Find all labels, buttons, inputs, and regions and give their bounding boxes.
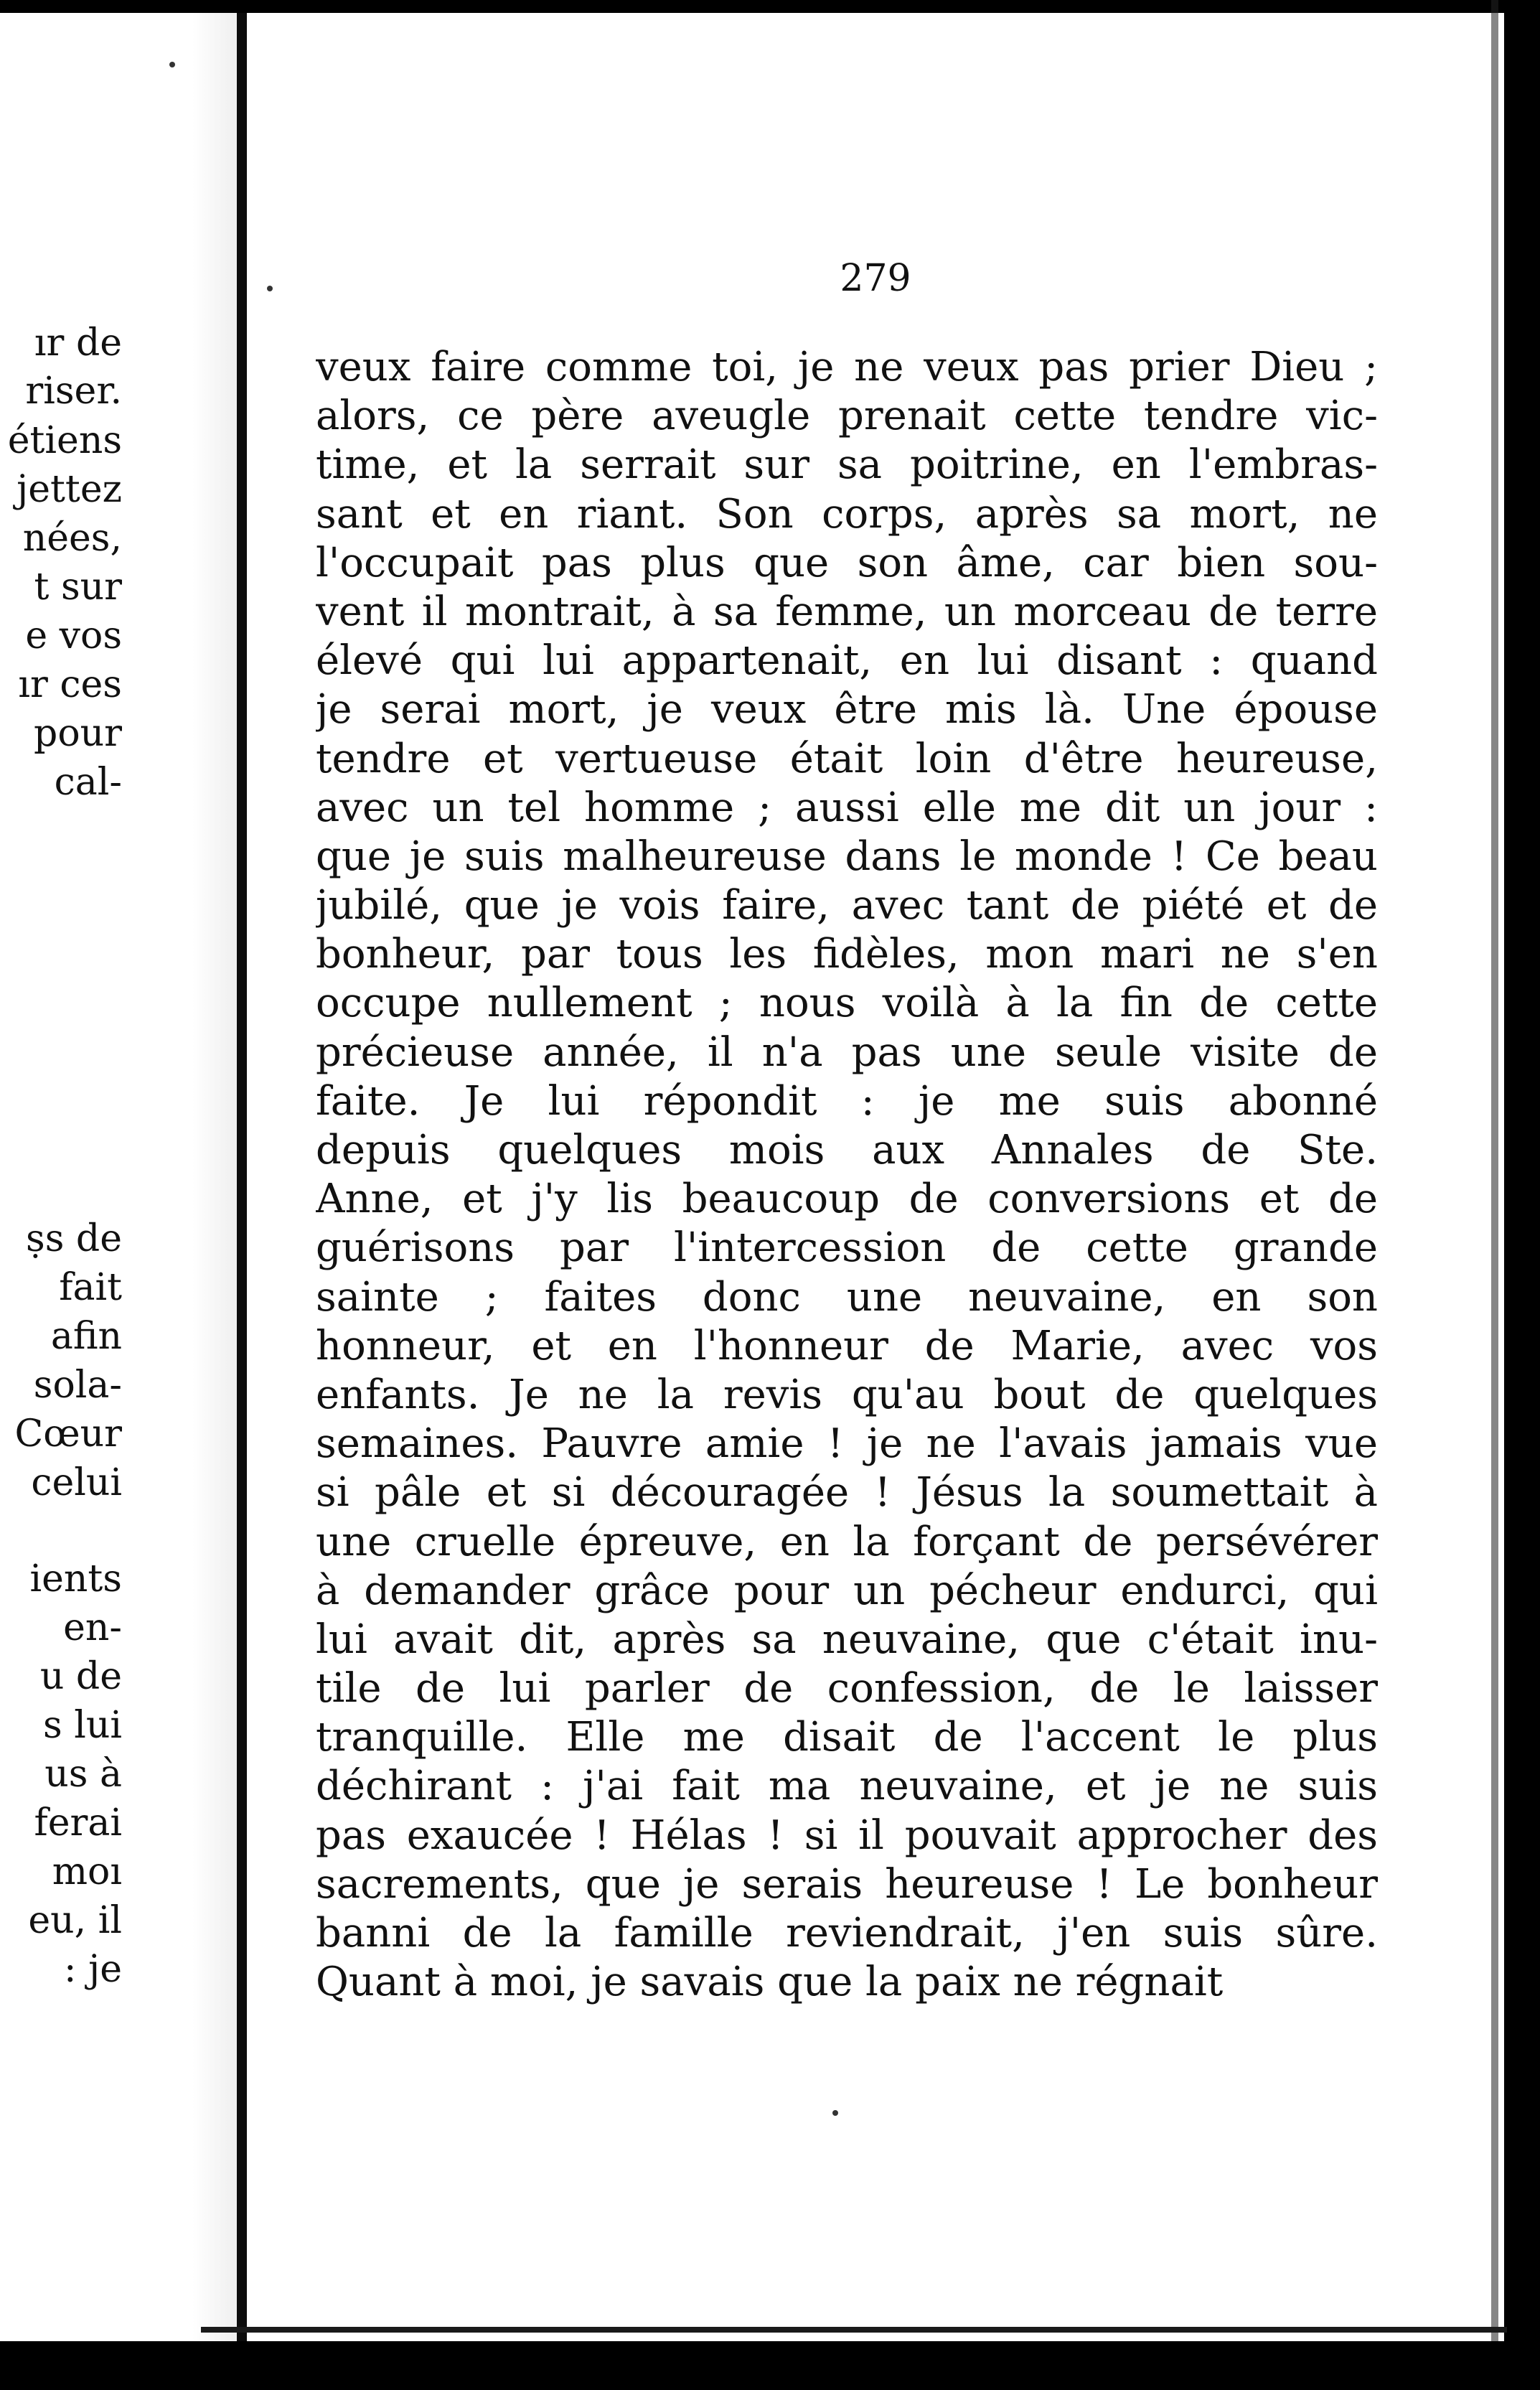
left-fragment: ṣs de (26, 1217, 122, 1260)
text-line: sainte ; faites donc une neuvaine, en son (316, 1273, 1378, 1321)
scan-speck (267, 286, 273, 291)
text-line: vent il montrait, à sa femme, un morceau de terre (316, 588, 1378, 635)
left-fragment: afin (50, 1315, 122, 1358)
text-line: pas exaucée ! Hélas ! si il pouvait approcher des (316, 1812, 1378, 1859)
text-line: élevé qui lui appartenait, en lui disant : quand (316, 637, 1378, 685)
left-fragment: ır ces (18, 663, 122, 706)
left-fragment: celui (31, 1461, 122, 1504)
text-line: si pâle et si découragée ! Jésus la soumettait à (316, 1469, 1378, 1517)
text-line: une cruelle épreuve, en la forçant de persévérer (316, 1518, 1378, 1565)
text-line: jubilé, que je vois faire, avec tant de piété et de (316, 882, 1378, 929)
left-fragment: ferai (34, 1801, 122, 1845)
page-number: 279 (840, 257, 911, 300)
scan-bottom-edge (0, 2341, 1540, 2390)
text-line: tranquille. Elle me disait de l'accent le plus (316, 1714, 1378, 1761)
text-line: honneur, et en l'honneur de Marie, avec vos (316, 1322, 1378, 1369)
text-line: veux faire comme toi, je ne veux pas prier Dieu ; (316, 344, 1378, 390)
text-line: tendre et vertueuse était loin d'être heureuse, (316, 735, 1378, 782)
text-line: sant et en riant. Son corps, après sa mort, ne (316, 490, 1378, 538)
text-line: je serai mort, je veux être mis là. Une épouse (316, 686, 1378, 734)
left-fragment: s lui (43, 1704, 122, 1747)
left-fragment: t sur (34, 566, 122, 609)
text-line: Quant à moi, je savais que la paix ne régnait (316, 1959, 1224, 2006)
page-edge-shadow (1491, 0, 1498, 2341)
left-fragment: u de (39, 1655, 122, 1698)
text-line: sacrements, que je serais heureuse ! Le bonheur (316, 1860, 1378, 1908)
left-fragment: fait (59, 1266, 122, 1309)
text-line: précieuse année, il n'a pas une seule visite de (316, 1028, 1378, 1076)
book-gutter (237, 0, 247, 2341)
left-fragment: jettez (17, 468, 122, 511)
text-line: tile de lui parler de confession, de le laisser (316, 1665, 1378, 1712)
left-fragment: cal- (54, 761, 122, 804)
left-fragment: moı (52, 1850, 122, 1893)
text-line: à demander grâce pour un pécheur endurci, qui (316, 1567, 1378, 1614)
left-fragment: ır de (34, 322, 122, 365)
left-fragment: riser. (25, 370, 122, 413)
left-fragment: eu, il (28, 1899, 122, 1942)
body-text (316, 343, 1378, 2007)
left-fragment: en- (63, 1606, 122, 1649)
left-fragment: e vos (25, 614, 122, 657)
text-line: avec un tel homme ; aussi elle me dit un jour : (316, 784, 1378, 831)
left-fragment: nées, (22, 517, 122, 560)
text-line: Anne, et j'y lis beaucoup de conversions et de (316, 1176, 1378, 1223)
text-line: lui avait dit, après sa neuvaine, que c'était inu- (316, 1616, 1378, 1663)
text-line: occupe nullement ; nous voilà à la fin de cette (316, 980, 1378, 1027)
text-line: bonheur, par tous les fidèles, mon mari ne s'en (316, 931, 1378, 978)
text-line: guérisons par l'intercession de cette grande (316, 1224, 1378, 1272)
left-fragment: pour (34, 712, 122, 755)
left-fragment: us à (44, 1753, 122, 1796)
left-fragment: Cœur (14, 1412, 122, 1456)
text-line: que je suis malheureuse dans le monde ! Ce beau (316, 833, 1378, 880)
text-line: banni de la famille reviendrait, j'en suis sûre. (316, 1910, 1378, 1956)
text-line: l'occupait pas plus que son âme, car bien sou- (316, 539, 1378, 586)
left-fragment: sola- (33, 1364, 122, 1407)
page-bottom-edge (201, 2327, 1507, 2333)
text-line: enfants. Je ne la revis qu'au bout de quelques (316, 1371, 1378, 1418)
text-line: time, et la serrait sur sa poitrine, en l'embras- (316, 441, 1378, 489)
left-fragment: étiens (7, 419, 122, 462)
left-fragment: ients (29, 1557, 122, 1601)
text-line: faite. Je lui répondit : je me suis abonné (316, 1077, 1378, 1125)
scan-speck (169, 62, 175, 67)
text-line: semaines. Pauvre amie ! je ne l'avais jamais vue (316, 1420, 1378, 1468)
text-line: depuis quelques mois aux Annales de Ste. (316, 1127, 1378, 1173)
scan-right-edge (1504, 0, 1540, 2390)
text-line: déchirant : j'ai fait ma neuvaine, et je ne suis (316, 1763, 1378, 1810)
scan-speck (832, 2110, 838, 2116)
left-fragment: : je (64, 1948, 122, 1991)
left-page-fragments (0, 0, 237, 2341)
text-line: alors, ce père aveugle prenait cette tendre vic- (316, 393, 1378, 440)
